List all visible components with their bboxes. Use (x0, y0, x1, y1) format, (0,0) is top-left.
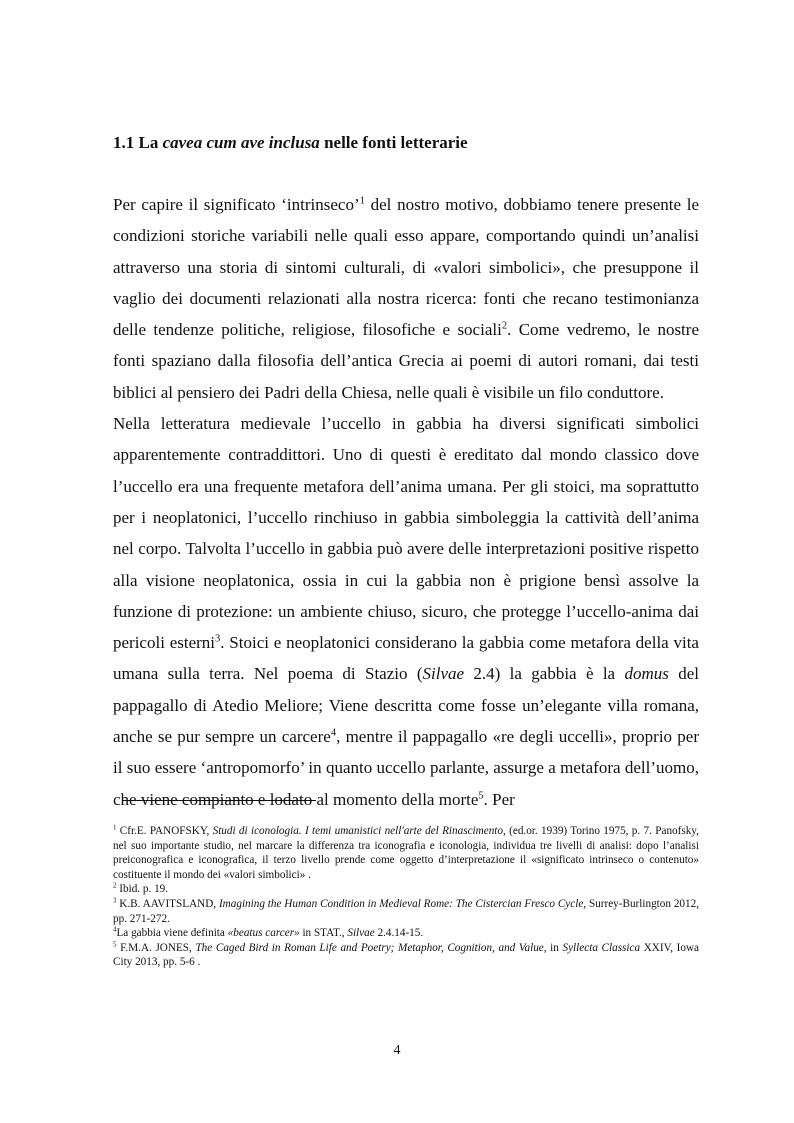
page-number: 4 (393, 1043, 401, 1058)
footnote-3 (113, 897, 699, 926)
paragraph-2-text-c: 2.4) la gabbia è la (464, 664, 625, 684)
italic-silvae: Silvae (422, 664, 465, 684)
footnote-4-number: 4 (113, 925, 117, 934)
section-heading (113, 131, 703, 155)
paragraph-1 (113, 189, 699, 408)
footnote-1-number: 1 (113, 823, 117, 832)
footnote-separator (122, 800, 316, 801)
paragraph-2-text-e: , mentre il pappagallo «re degli uccelli», proprio per il suo essere ‘antropomorfo’ in quanto uccello parlante, assurge a metafora dell’uomo, che viene compianto e lodato al momento della morte (113, 727, 699, 809)
footnote-ref-5[interactable]: 5 (478, 789, 484, 801)
footnote-5-title: The Caged Bird in Roman Life and Poetry; Metaphor, Cognition, and Value (195, 941, 544, 954)
heading-prefix: 1.1 La (113, 133, 163, 152)
body-text (113, 189, 699, 815)
footnote-2-text: Ibid. p. 19. (116, 883, 169, 896)
footnote-ref-3[interactable]: 3 (215, 633, 221, 645)
footnote-ref-4[interactable]: 4 (330, 727, 337, 739)
italic-domus: domus (624, 664, 669, 684)
footnote-4-silvae: Silvae (347, 927, 375, 940)
footnote-5-number: 5 (113, 940, 117, 949)
footnote-3-title: Imagining the Human Condition in Medieval Rome: The Cistercian Fresco Cycle (218, 897, 584, 910)
footnote-5-text-b: , in (543, 941, 563, 954)
footnote-4-quote: «beatus carcer» (227, 927, 300, 940)
footnote-5 (113, 941, 699, 970)
footnote-4-text-c: 2.4.14-15. (374, 927, 424, 940)
heading-suffix: nelle fonti letterarie (319, 133, 468, 152)
footnote-2-number: 2 (113, 881, 117, 890)
footnote-ref-1[interactable]: 1 (359, 195, 365, 207)
footnote-ref-2[interactable]: 2 (501, 320, 508, 332)
footnote-4-text-a: La gabbia viene definita (116, 927, 228, 940)
footnote-2 (113, 882, 699, 897)
paragraph-2-text-f: . Per (483, 789, 515, 809)
footnote-1 (113, 824, 699, 882)
paragraph-2-text-d: del pappagallo di Atedio Meliore; Viene descritta come fosse un’elegante villa romana, anche se pur sempre un carcere (113, 664, 699, 747)
footnote-4 (113, 926, 699, 941)
footnote-1-text-a: Cfr.E. PANOFSKY, (116, 825, 213, 837)
paragraph-1-text-c: . Come vedremo, le nostre fonti spaziano dalla filosofia dell’antica Grecia ai poemi di autori romani, dai testi biblici al pensiero dei Padri della Chiesa, nelle quali è visibile un filo conduttore. (113, 320, 699, 402)
paragraph-2 (113, 408, 699, 815)
paragraph-2-text-b: . Stoici e neoplatonici considerano la gabbia come metafora della vita umana sulla terra. Nel poema di Stazio ( (113, 633, 699, 684)
footnote-5-text-c: XXIV, Iowa City 2013, pp. 5-6 . (113, 941, 700, 969)
footnote-1-text-b: , (ed.or. 1939) Torino 1975, p. 7. Panofsky, nel suo importante studio, nel marcare la differenza tra iconografia e iconologia, individua tre livelli di analisi: dopo l’analisi preiconografica e iconografica, il terzo livello prende come oggetto d’interpretazione il «significato intrinseco o contenuto» costituente il mondo dei «valori simbolici» . (113, 825, 699, 881)
footnote-5-text-a: F.M.A. JONES, (116, 941, 196, 954)
footnote-3-text-a: K.B. AAVITSLAND, (116, 897, 219, 910)
footnote-5-journal: Syllecta Classica (562, 941, 641, 954)
paragraph-1-text-b: del nostro motivo, dobbiamo tenere presente le condizioni storiche variabili nelle quali esso appare, comportando quindi un’analisi attraverso una storia di sintomi culturali, di «valori simbolici», che presuppone il vaglio dei documenti relazionati alla nostra ricerca: fonti che recano testimonianza delle tendenze politiche, religiose, filosofiche e sociali (113, 195, 700, 340)
paragraph-2-text-a: Nella letteratura medievale l’uccello in gabbia ha diversi significati simbolici apparentemente contraddittori. Uno di questi è ereditato dal mondo classico dove l’uccello era una frequente metafora dell’anima umana. Per gli stoici, ma soprattutto per i neoplatonici, l’uccello rinchiuso in gabbia simboleggia la cattività dell’anima nel corpo. Talvolta l’uccello in gabbia può avere delle interpretazioni positive rispetto alla visione neoplatonica, ossia in cui la gabbia non è prigione bensì assolve la funzione di protezione: un ambiente chiuso, sicuro, che protegge l’uccello-anima dai pericoli esterni (113, 414, 699, 653)
footnotes (113, 824, 699, 970)
footnote-4-text-b: in STAT., (299, 927, 348, 940)
paragraph-1-text-a: Per capire il significato ‘intrinseco’ (113, 195, 360, 214)
footnote-1-title: Studi di iconologia. I temi umanistici nell'arte del Rinascimento (212, 825, 503, 837)
footnote-3-number: 3 (113, 896, 117, 905)
heading-italic-term: cavea cum ave inclusa (162, 133, 320, 152)
footnote-3-text-b: , Surrey-Burlington 2012, pp. 271-272. (113, 897, 699, 925)
